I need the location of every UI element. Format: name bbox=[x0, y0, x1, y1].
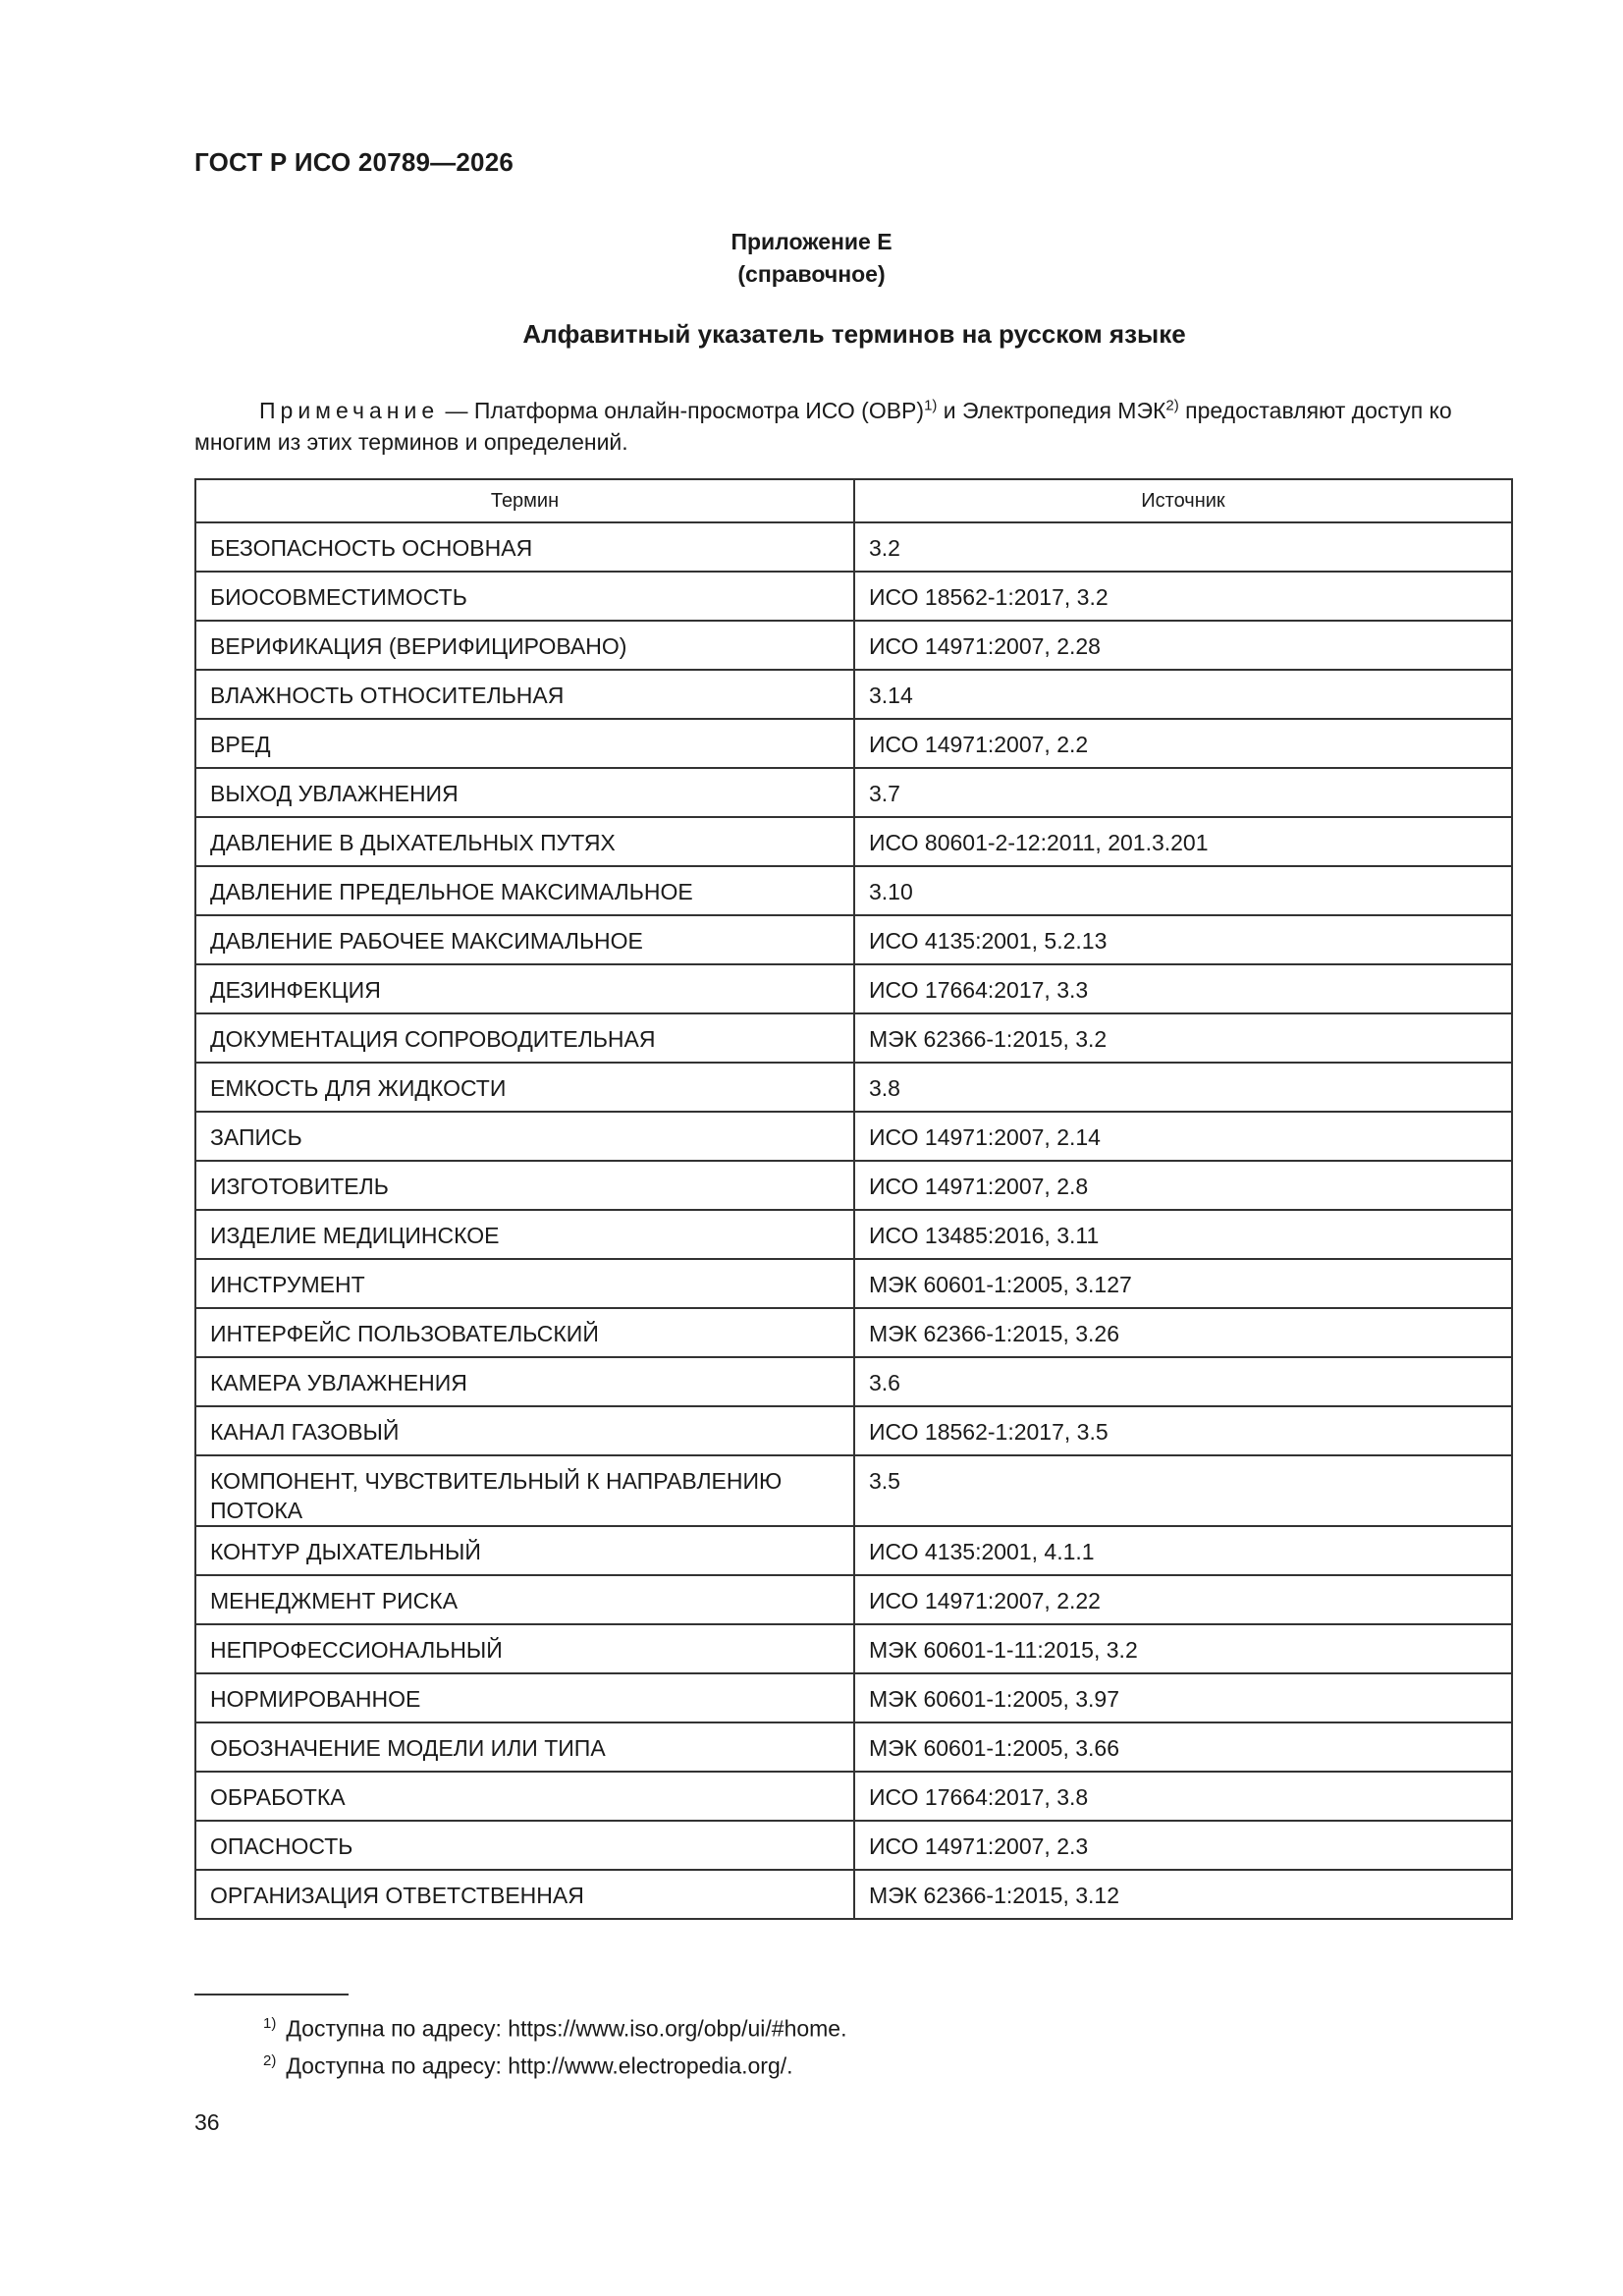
table-row bbox=[195, 1210, 1512, 1259]
term-cell: ОПАСНОСТЬ bbox=[195, 1821, 854, 1870]
table-row bbox=[195, 1870, 1512, 1919]
column-header-term: Термин bbox=[195, 479, 854, 522]
table-row bbox=[195, 1063, 1512, 1112]
term-cell: ДАВЛЕНИЕ РАБОЧЕЕ МАКСИМАЛЬНОЕ bbox=[195, 915, 854, 964]
source-cell: 3.2 bbox=[854, 522, 1512, 572]
source-cell: 3.8 bbox=[854, 1063, 1512, 1112]
term-cell: ЕМКОСТЬ ДЛЯ ЖИДКОСТИ bbox=[195, 1063, 854, 1112]
term-cell: ДОКУМЕНТАЦИЯ СОПРОВОДИТЕЛЬНАЯ bbox=[195, 1013, 854, 1063]
table-row bbox=[195, 572, 1512, 621]
table-row bbox=[195, 1624, 1512, 1673]
note-dash: — bbox=[439, 398, 474, 423]
note-text-2: и Электропедия МЭК bbox=[937, 398, 1166, 423]
term-cell: ВРЕД bbox=[195, 719, 854, 768]
term-cell: ВЫХОД УВЛАЖНЕНИЯ bbox=[195, 768, 854, 817]
source-cell: ИСО 13485:2016, 3.11 bbox=[854, 1210, 1512, 1259]
table-row bbox=[195, 670, 1512, 719]
footnote-separator bbox=[194, 1994, 349, 1995]
term-cell: КАНАЛ ГАЗОВЫЙ bbox=[195, 1406, 854, 1455]
source-cell: ИСО 4135:2001, 4.1.1 bbox=[854, 1526, 1512, 1575]
annex-heading bbox=[0, 226, 1623, 291]
source-cell: МЭК 60601-1:2005, 3.97 bbox=[854, 1673, 1512, 1722]
table-row bbox=[195, 964, 1512, 1013]
table-row bbox=[195, 866, 1512, 915]
source-cell: ИСО 14971:2007, 2.8 bbox=[854, 1161, 1512, 1210]
term-cell: ОБОЗНАЧЕНИЕ МОДЕЛИ ИЛИ ТИПА bbox=[195, 1722, 854, 1772]
term-cell: ДЕЗИНФЕКЦИЯ bbox=[195, 964, 854, 1013]
source-cell: 3.6 bbox=[854, 1357, 1512, 1406]
table-row bbox=[195, 1673, 1512, 1722]
term-cell: КОМПОНЕНТ, ЧУВСТВИТЕЛЬНЫЙ К НАПРАВЛЕНИЮ ПОТОКА bbox=[195, 1455, 854, 1526]
source-cell: ИСО 18562-1:2017, 3.5 bbox=[854, 1406, 1512, 1455]
source-cell: ИСО 14971:2007, 2.3 bbox=[854, 1821, 1512, 1870]
source-cell: ИСО 14971:2007, 2.28 bbox=[854, 621, 1512, 670]
source-cell: ИСО 80601-2-12:2011, 201.3.201 bbox=[854, 817, 1512, 866]
note-paragraph bbox=[194, 395, 1510, 458]
table-row bbox=[195, 1772, 1512, 1821]
table-row bbox=[195, 1406, 1512, 1455]
term-cell: МЕНЕДЖМЕНТ РИСКА bbox=[195, 1575, 854, 1624]
note-footnote-ref-1[interactable]: 1) bbox=[924, 397, 938, 414]
table-row bbox=[195, 1821, 1512, 1870]
source-cell: ИСО 14971:2007, 2.14 bbox=[854, 1112, 1512, 1161]
table-row bbox=[195, 719, 1512, 768]
column-header-source: Источник bbox=[854, 479, 1512, 522]
term-cell: ВЕРИФИКАЦИЯ (ВЕРИФИЦИРОВАНО) bbox=[195, 621, 854, 670]
source-cell: МЭК 60601-1-11:2015, 3.2 bbox=[854, 1624, 1512, 1673]
table-row bbox=[195, 768, 1512, 817]
note-lead: Примечание bbox=[259, 398, 440, 423]
source-cell: МЭК 62366-1:2015, 3.12 bbox=[854, 1870, 1512, 1919]
table-row bbox=[195, 1013, 1512, 1063]
term-cell: ИЗДЕЛИЕ МЕДИЦИНСКОЕ bbox=[195, 1210, 854, 1259]
page-number: 36 bbox=[194, 2109, 220, 2135]
term-cell: НЕПРОФЕССИОНАЛЬНЫЙ bbox=[195, 1624, 854, 1673]
table-row bbox=[195, 1308, 1512, 1357]
term-cell: ДАВЛЕНИЕ ПРЕДЕЛЬНОЕ МАКСИМАЛЬНОЕ bbox=[195, 866, 854, 915]
term-cell: ИНТЕРФЕЙС ПОЛЬЗОВАТЕЛЬСКИЙ bbox=[195, 1308, 854, 1357]
source-cell: ИСО 14971:2007, 2.22 bbox=[854, 1575, 1512, 1624]
terms-table bbox=[194, 478, 1513, 1920]
footnote-2 bbox=[263, 2052, 793, 2080]
footnote-mark: 2) bbox=[263, 2052, 277, 2069]
term-cell: ИЗГОТОВИТЕЛЬ bbox=[195, 1161, 854, 1210]
table-header-row bbox=[195, 479, 1512, 522]
source-cell: ИСО 17664:2017, 3.8 bbox=[854, 1772, 1512, 1821]
annex-type: (справочное) bbox=[737, 261, 886, 287]
term-cell: ДАВЛЕНИЕ В ДЫХАТЕЛЬНЫХ ПУТЯХ bbox=[195, 817, 854, 866]
term-cell: ОРГАНИЗАЦИЯ ОТВЕТСТВЕННАЯ bbox=[195, 1870, 854, 1919]
source-cell: 3.14 bbox=[854, 670, 1512, 719]
section-title: Алфавитный указатель терминов на русском языке bbox=[522, 319, 1186, 349]
term-cell: КАМЕРА УВЛАЖНЕНИЯ bbox=[195, 1357, 854, 1406]
term-cell: НОРМИРОВАННОЕ bbox=[195, 1673, 854, 1722]
table-row bbox=[195, 621, 1512, 670]
table-row bbox=[195, 1161, 1512, 1210]
annex-title: Приложение Е bbox=[730, 229, 893, 254]
term-cell: ЗАПИСЬ bbox=[195, 1112, 854, 1161]
table-row bbox=[195, 1526, 1512, 1575]
note-text-3: предоставляют доступ ко многим из этих терминов и определений. bbox=[194, 398, 1452, 455]
table-row bbox=[195, 1575, 1512, 1624]
document-code: ГОСТ Р ИСО 20789—2026 bbox=[194, 147, 514, 177]
table-row bbox=[195, 1455, 1512, 1526]
table-row bbox=[195, 817, 1512, 866]
term-cell: ИНСТРУМЕНТ bbox=[195, 1259, 854, 1308]
footnote-1 bbox=[263, 2015, 847, 2043]
table-row bbox=[195, 1259, 1512, 1308]
source-cell: ИСО 18562-1:2017, 3.2 bbox=[854, 572, 1512, 621]
table-body bbox=[195, 522, 1512, 1919]
note-text-1: Платформа онлайн-просмотра ИСО (OBP) bbox=[473, 398, 925, 423]
source-cell: 3.10 bbox=[854, 866, 1512, 915]
source-cell: 3.5 bbox=[854, 1455, 1512, 1526]
term-cell: ОБРАБОТКА bbox=[195, 1772, 854, 1821]
term-cell: КОНТУР ДЫХАТЕЛЬНЫЙ bbox=[195, 1526, 854, 1575]
footnote-text: Доступна по адресу: https://www.iso.org/obp/ui/#home. bbox=[286, 2015, 847, 2042]
source-cell: ИСО 14971:2007, 2.2 bbox=[854, 719, 1512, 768]
note-footnote-ref-2[interactable]: 2) bbox=[1165, 397, 1179, 414]
term-cell: ВЛАЖНОСТЬ ОТНОСИТЕЛЬНАЯ bbox=[195, 670, 854, 719]
source-cell: МЭК 60601-1:2005, 3.127 bbox=[854, 1259, 1512, 1308]
source-cell: ИСО 4135:2001, 5.2.13 bbox=[854, 915, 1512, 964]
source-cell: 3.7 bbox=[854, 768, 1512, 817]
table-row bbox=[195, 1112, 1512, 1161]
source-cell: ИСО 17664:2017, 3.3 bbox=[854, 964, 1512, 1013]
footnote-mark: 1) bbox=[263, 2015, 277, 2032]
table-row bbox=[195, 522, 1512, 572]
table-row bbox=[195, 915, 1512, 964]
source-cell: МЭК 62366-1:2015, 3.26 bbox=[854, 1308, 1512, 1357]
term-cell: БИОСОВМЕСТИМОСТЬ bbox=[195, 572, 854, 621]
table-row bbox=[195, 1357, 1512, 1406]
source-cell: МЭК 60601-1:2005, 3.66 bbox=[854, 1722, 1512, 1772]
source-cell: МЭК 62366-1:2015, 3.2 bbox=[854, 1013, 1512, 1063]
term-cell: БЕЗОПАСНОСТЬ ОСНОВНАЯ bbox=[195, 522, 854, 572]
footnote-text: Доступна по адресу: http://www.electropedia.org/. bbox=[286, 2052, 793, 2079]
table-row bbox=[195, 1722, 1512, 1772]
